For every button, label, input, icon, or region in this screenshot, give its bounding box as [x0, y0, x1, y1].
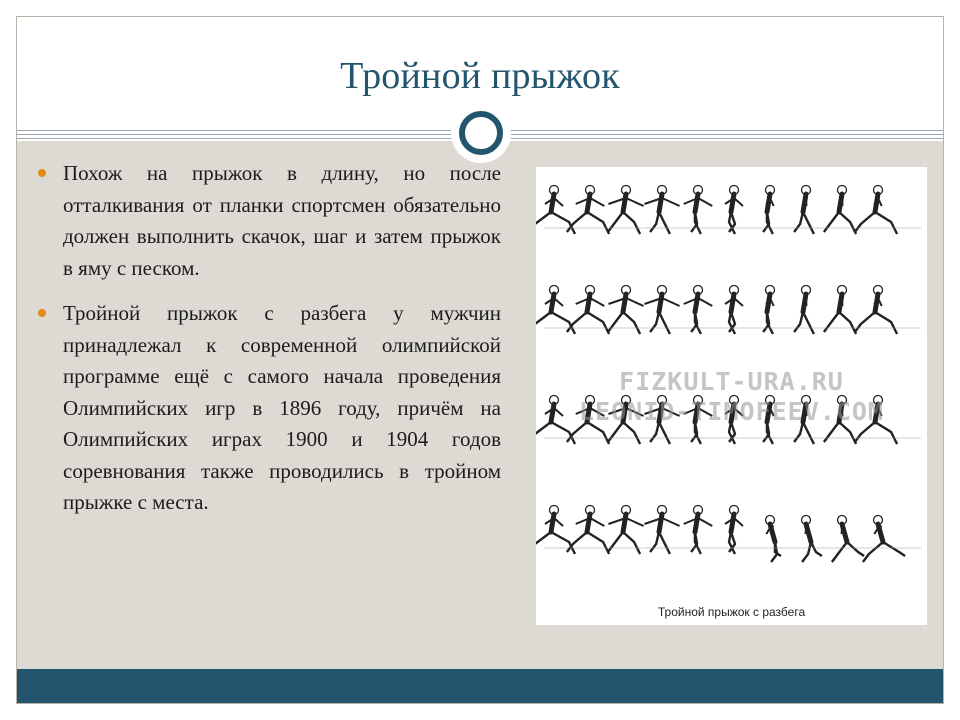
bullet-dot-icon: [38, 169, 46, 177]
athlete-figure: [608, 186, 644, 235]
bullet-item: [38, 158, 501, 284]
athlete-figure: [567, 506, 609, 555]
athlete-figure: [832, 516, 864, 563]
watermark-text: FIZKULT-URA.RU: [619, 367, 844, 396]
bullet-list: [38, 158, 501, 533]
athlete-figure: [536, 286, 575, 335]
athlete-figure: [802, 516, 822, 563]
footer-bar: [17, 669, 943, 703]
athlete-figure: [684, 186, 713, 235]
athlete-figure: [644, 506, 679, 555]
athlete-figure: [567, 286, 609, 335]
athlete-figure: [684, 506, 713, 555]
triple-jump-illustration: [536, 167, 927, 625]
bullet-text: Похож на прыжок в длину, но после отталкивания от планки спортсмен обязательно должен выполнить скачок, шаг и затем прыжок в яму с песком.: [63, 161, 501, 280]
athlete-figure: [824, 186, 856, 235]
athlete-figure: [725, 506, 743, 555]
athlete-figure: [766, 516, 781, 563]
athlete-figure: [725, 186, 743, 235]
bullet-dot-icon: [38, 309, 46, 317]
athlete-figure: [536, 186, 575, 235]
bullet-item: [38, 298, 501, 519]
athlete-figure: [567, 186, 609, 235]
bullet-text: Тройной прыжок с разбега у мужчин принадлежал к современной олимпийской программе ещё с самого начала проведения Олимпийских игр в 1896 году, причём на Олимпийских играх 1900 и 1904 годов соревнования также проводились в тройном прыжке с места.: [63, 301, 501, 514]
athlete-figure: [794, 186, 814, 235]
athlete-figure: [863, 516, 905, 563]
athlete-figure: [536, 506, 575, 555]
figure-caption: Тройной прыжок с разбега: [657, 605, 806, 619]
athlete-figure: [644, 286, 679, 335]
ring-icon-inner: [459, 111, 503, 155]
athlete-figure: [855, 286, 897, 335]
athlete-figure: [763, 186, 774, 235]
athlete-figure: [794, 286, 814, 335]
athlete-figure: [824, 286, 856, 335]
athlete-figure: [608, 506, 644, 555]
athlete-figure: [855, 186, 897, 235]
athlete-figure: [644, 186, 679, 235]
slide-title: Тройной прыжок: [340, 55, 620, 97]
ring-icon: [451, 103, 511, 163]
athlete-figure: [684, 286, 713, 335]
athlete-figure: [763, 286, 774, 335]
watermark-text: LEONID-TIMOFEEV.COM: [579, 397, 884, 426]
athlete-figure: [608, 286, 644, 335]
athlete-figure: [725, 286, 743, 335]
